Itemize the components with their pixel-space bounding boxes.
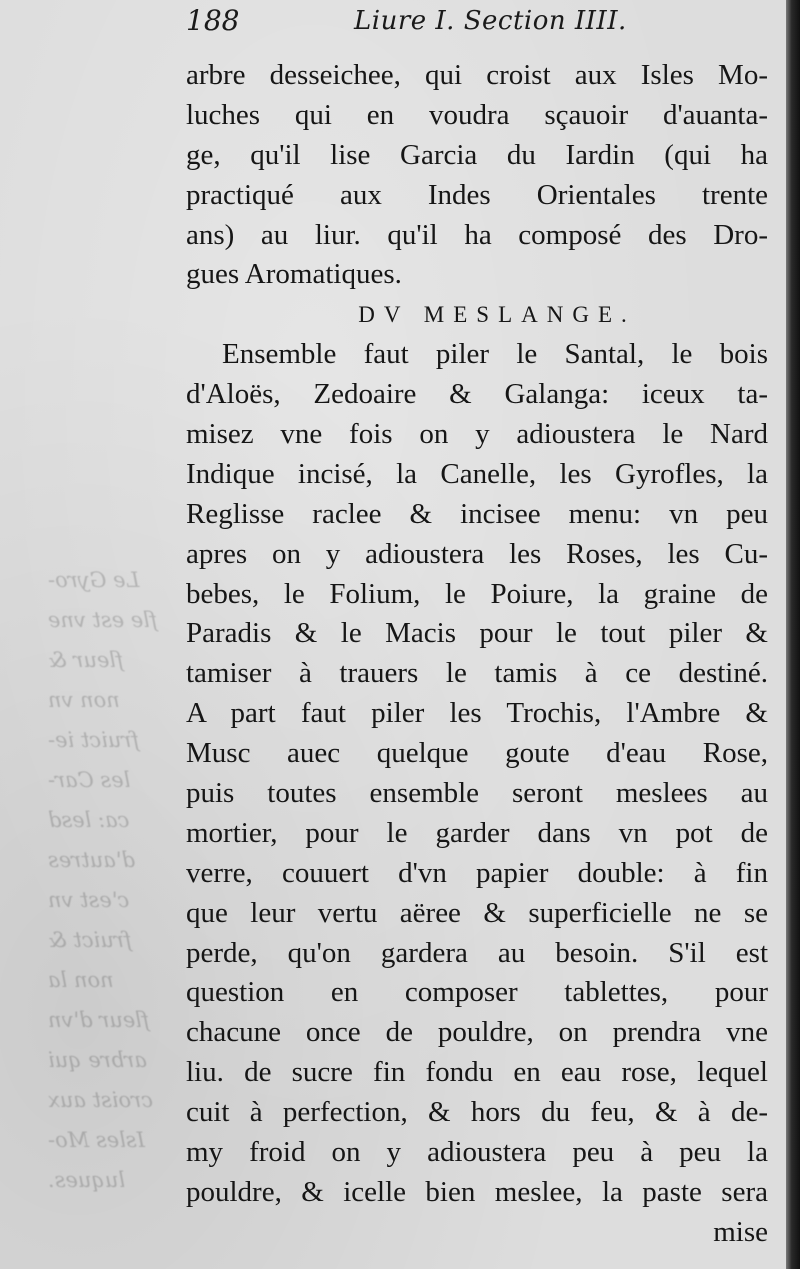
text-line: mortier, pour le garder dans vn pot de	[186, 816, 768, 849]
text-line: pouldre, & icelle bien meslee, la paste sera	[186, 1175, 768, 1208]
text-line: misez vne fois on y adioustera le Nard	[186, 418, 768, 451]
text-line: chacune once de pouldre, on prendra vne	[186, 1016, 768, 1049]
text-line: arbre desseichee, qui croist aux Isles Mo-	[186, 59, 768, 91]
text-line: Ensemble faut piler le Santal, le bois	[222, 338, 768, 371]
text-line: Paradis & le Macis pour le tout piler &	[186, 617, 768, 650]
text-line: my froid on y adioustera peu à peu la	[186, 1136, 768, 1169]
body-text	[186, 56, 768, 1253]
text-line: bebes, le Folium, le Poiure, la graine de	[186, 577, 768, 610]
text-line: question en composer tablettes, pour	[186, 976, 768, 1009]
text-line: Musc auec quelque goute d'eau Rose,	[186, 737, 768, 770]
text-line: puis toutes ensemble seront meslees au	[186, 777, 768, 810]
text-line: que leur vertu aëree & superficielle ne se	[186, 896, 768, 929]
section-heading: DV MESLANGE.	[358, 302, 636, 328]
text-line: d'Aloës, Zedoaire & Galanga: iceux ta-	[186, 378, 768, 411]
text-line: ans) au liur. qu'il ha composé des Dro-	[186, 218, 768, 251]
text-line: ge, qu'il lise Garcia du Iardin (qui ha	[186, 138, 768, 171]
text-line: A part faut piler les Trochis, l'Ambre &	[186, 697, 768, 730]
text-line: perde, qu'on gardera au besoin. S'il est	[186, 936, 768, 969]
page-edge	[786, 0, 800, 1269]
page-header	[176, 2, 756, 42]
text-line: Reglisse raclee & incisee menu: vn peu	[186, 497, 768, 530]
text-line: cuit à perfection, & hors du feu, & à de-	[186, 1096, 768, 1129]
text-line: tamiser à trauers le tamis à ce destiné.	[186, 657, 768, 690]
text-line: liu. de sucre fin fondu en eau rose, lequel	[186, 1056, 768, 1089]
catchword: mise	[713, 1215, 768, 1248]
text-line: apres on y adioustera les Roses, les Cu-	[186, 537, 768, 570]
text-line: luches qui en voudra sçauoir d'auanta-	[186, 98, 768, 131]
page-number: 188	[186, 4, 240, 37]
text-line: verre, couuert d'vn papier double: à fin	[186, 856, 768, 889]
text-line: Indique incisé, la Canelle, les Gyrofles, la	[186, 457, 768, 490]
show-through-text: Le Gyro- fle est vne fleur & non vn fruict ie- les Car- ca: lesd d'autres c'est vn fruict & non la fleur d'vn arbre qui croist aux Isles Mo- luques.	[48, 568, 158, 1192]
text-line: practiqué aux Indes Orientales trente	[186, 178, 768, 211]
text-line: gues Aromatiques.	[186, 258, 402, 291]
running-head: Liure I. Section IIII.	[354, 6, 627, 36]
